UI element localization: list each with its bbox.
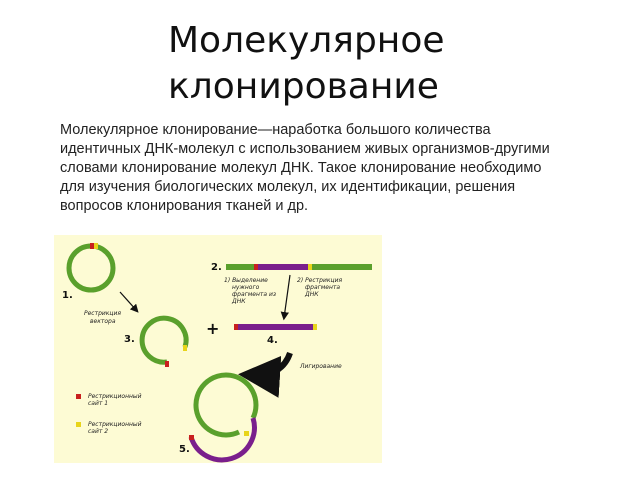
- legend-site2-label-2: сайт 2: [88, 428, 109, 435]
- slide-title-line2: клонирование: [168, 66, 439, 107]
- cloning-diagram-svg: [54, 235, 382, 463]
- site1-marker-dna: [254, 264, 258, 270]
- step-4-label: 4.: [267, 335, 278, 346]
- ligation-label: Лигирование: [300, 363, 342, 370]
- site1-marker-opened: [165, 361, 169, 367]
- fragment-restriction-label-2: фрагмента: [305, 284, 341, 291]
- legend-site2-swatch: [76, 422, 81, 427]
- site2-marker-fragment: [313, 324, 317, 330]
- fragment-isolation-label-1: 1) Выделение: [224, 277, 268, 284]
- vector-plasmid-opened: [142, 318, 186, 362]
- fragment-isolation-label-3: фрагмента из: [232, 291, 277, 298]
- linear-dna-left: [226, 264, 254, 270]
- legend-site2-label-1: Рестрикционный: [88, 421, 142, 428]
- site1-marker-vector: [90, 243, 94, 249]
- plus-sign: +: [206, 319, 220, 338]
- fragment-isolation-label-4: ДНК: [232, 298, 246, 305]
- fragment-restriction-label-1: 2) Рестрикция: [297, 277, 343, 284]
- vector-restriction-label-2: вектора: [90, 318, 116, 325]
- insert-fragment: [238, 324, 313, 330]
- legend-site1-label-2: сайт 1: [88, 400, 109, 407]
- step-2-label: 2.: [211, 262, 222, 273]
- slide-title: [168, 18, 498, 110]
- site1-marker-recombinant: [189, 435, 194, 440]
- vector-restriction-label-1: Рестрикция: [84, 310, 122, 317]
- site2-marker-dna: [308, 264, 312, 270]
- arrow-ligation: [250, 353, 290, 375]
- linear-dna-right: [312, 264, 372, 270]
- slide-title-line1: Молекулярное: [168, 20, 445, 61]
- site2-marker-recombinant: [244, 431, 249, 436]
- site1-marker-fragment: [234, 324, 238, 330]
- step-3-label: 3.: [124, 334, 135, 345]
- cloning-diagram: [54, 235, 382, 463]
- step-5-label: 5.: [179, 444, 190, 455]
- slide-paragraph: Молекулярное клонирование—наработка большого количества идентичных ДНК-молекул с использованием живых организмов-другими словами клонирование молекул ДНК. Такое клонирование необходимо для изучения биологических молекул, их идентификации, решения вопросов клонирования тканей и др.: [60, 122, 550, 214]
- recombinant-vector-part: [196, 375, 256, 435]
- step-1-label: 1.: [62, 290, 73, 301]
- legend-site1-swatch: [76, 394, 81, 399]
- linear-dna-insert: [258, 264, 308, 270]
- vector-plasmid-intact: [69, 246, 113, 290]
- arrow-vector-cut: [120, 292, 137, 311]
- arrow-fragment-cut: [284, 275, 290, 318]
- fragment-isolation-label-2: нужного: [232, 284, 260, 291]
- site2-marker-vector: [94, 243, 98, 249]
- legend-site1-label-1: Рестрикционный: [88, 393, 142, 400]
- fragment-restriction-label-3: ДНК: [305, 291, 319, 298]
- site2-marker-opened: [183, 345, 187, 351]
